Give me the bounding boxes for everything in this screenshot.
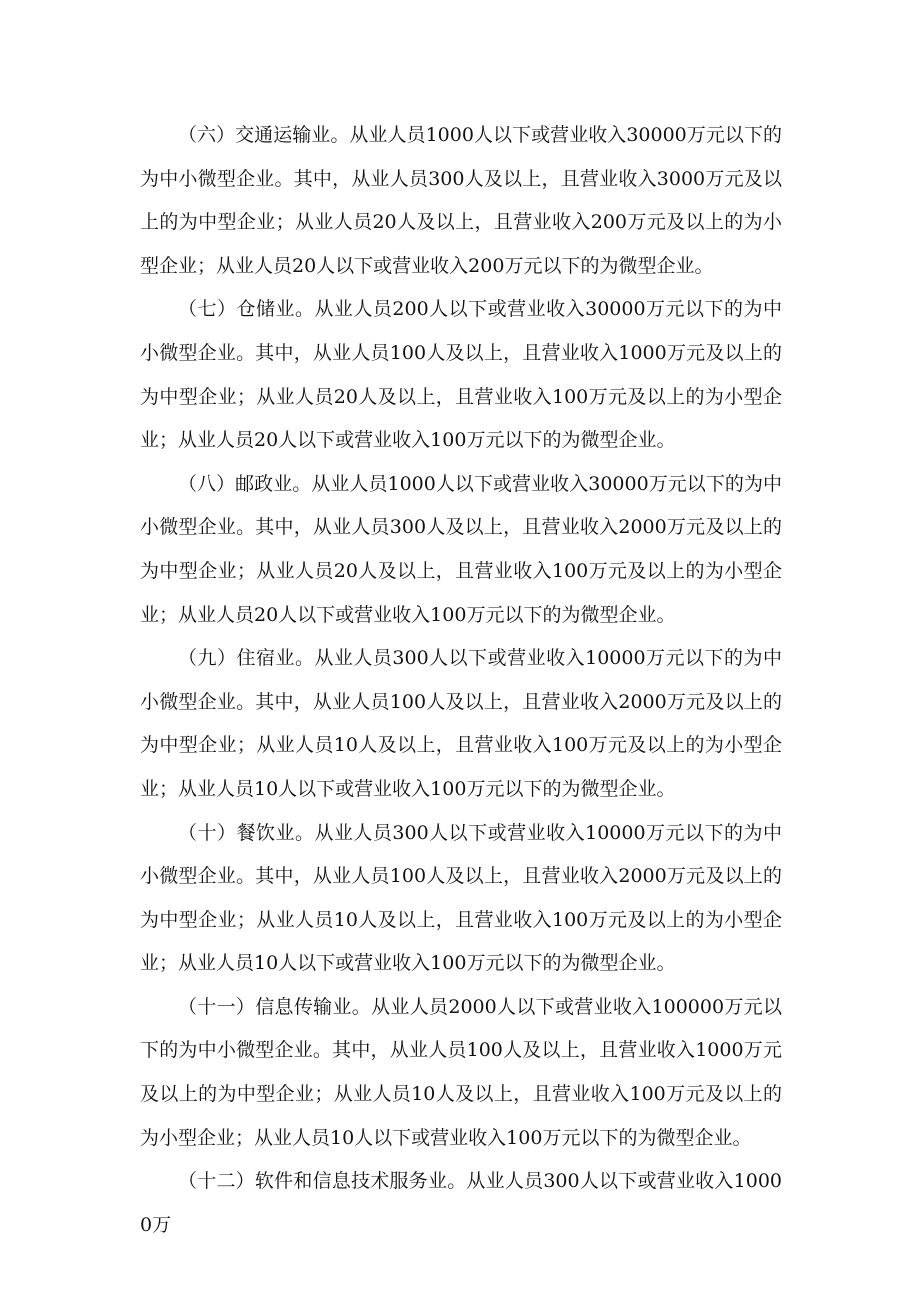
- paragraph-accommodation: （九）住宿业。从业人员300人以下或营业收入10000万元以下的为中小微型企业。其中，从业人员100人及以上，且营业收入2000万元及以上的为中型企业；从业人员10人及以上，且营业收入100万元及以上的为小型企业；从业人员10人以下或营业收入100万元以下的为微型企业。: [140, 647, 782, 800]
- document-body: [140, 114, 782, 1247]
- paragraph-warehousing: （七）仓储业。从业人员200人以下或营业收入30000万元以下的为中小微型企业。其中，从业人员100人及以上，且营业收入1000万元及以上的为中型企业；从业人员20人及以上，且营业收入100万元及以上的为小型企业；从业人员20人以下或营业收入100万元以下的为微型企业。: [140, 298, 782, 452]
- paragraph-software-it-services: （十二）软件和信息技术服务业。从业人员300人以下或营业收入10000万: [140, 1170, 782, 1236]
- paragraph-postal: （八）邮政业。从业人员1000人以下或营业收入30000万元以下的为中小微型企业。其中，从业人员300人及以上，且营业收入2000万元及以上的为中型企业；从业人员20人及以上，且营业收入100万元及以上的为小型企业；从业人员20人以下或营业收入100万元以下的为微型企业。: [140, 472, 782, 626]
- paragraph-transport: （六）交通运输业。从业人员1000人以下或营业收入30000万元以下的为中小微型企业。其中，从业人员300人及以上，且营业收入3000万元及以上的为中型企业；从业人员20人及以上，且营业收入200万元及以上的为小型企业；从业人员20人以下或营业收入200万元以下的为微型企业。: [140, 124, 782, 277]
- paragraph-catering: （十）餐饮业。从业人员300人以下或营业收入10000万元以下的为中小微型企业。其中，从业人员100人及以上，且营业收入2000万元及以上的为中型企业；从业人员10人及以上，且营业收入100万元及以上的为小型企业；从业人员10人以下或营业收入100万元以下的为微型企业。: [140, 821, 782, 975]
- paragraph-information-transmission: （十一）信息传输业。从业人员2000人以下或营业收入100000万元以下的为中小微型企业。其中，从业人员100人及以上，且营业收入1000万元及以上的为中型企业；从业人员10人及以上，且营业收入100万元及以上的为小型企业；从业人员10人以下或营业收入100万元以下的为微型企业。: [140, 995, 782, 1149]
